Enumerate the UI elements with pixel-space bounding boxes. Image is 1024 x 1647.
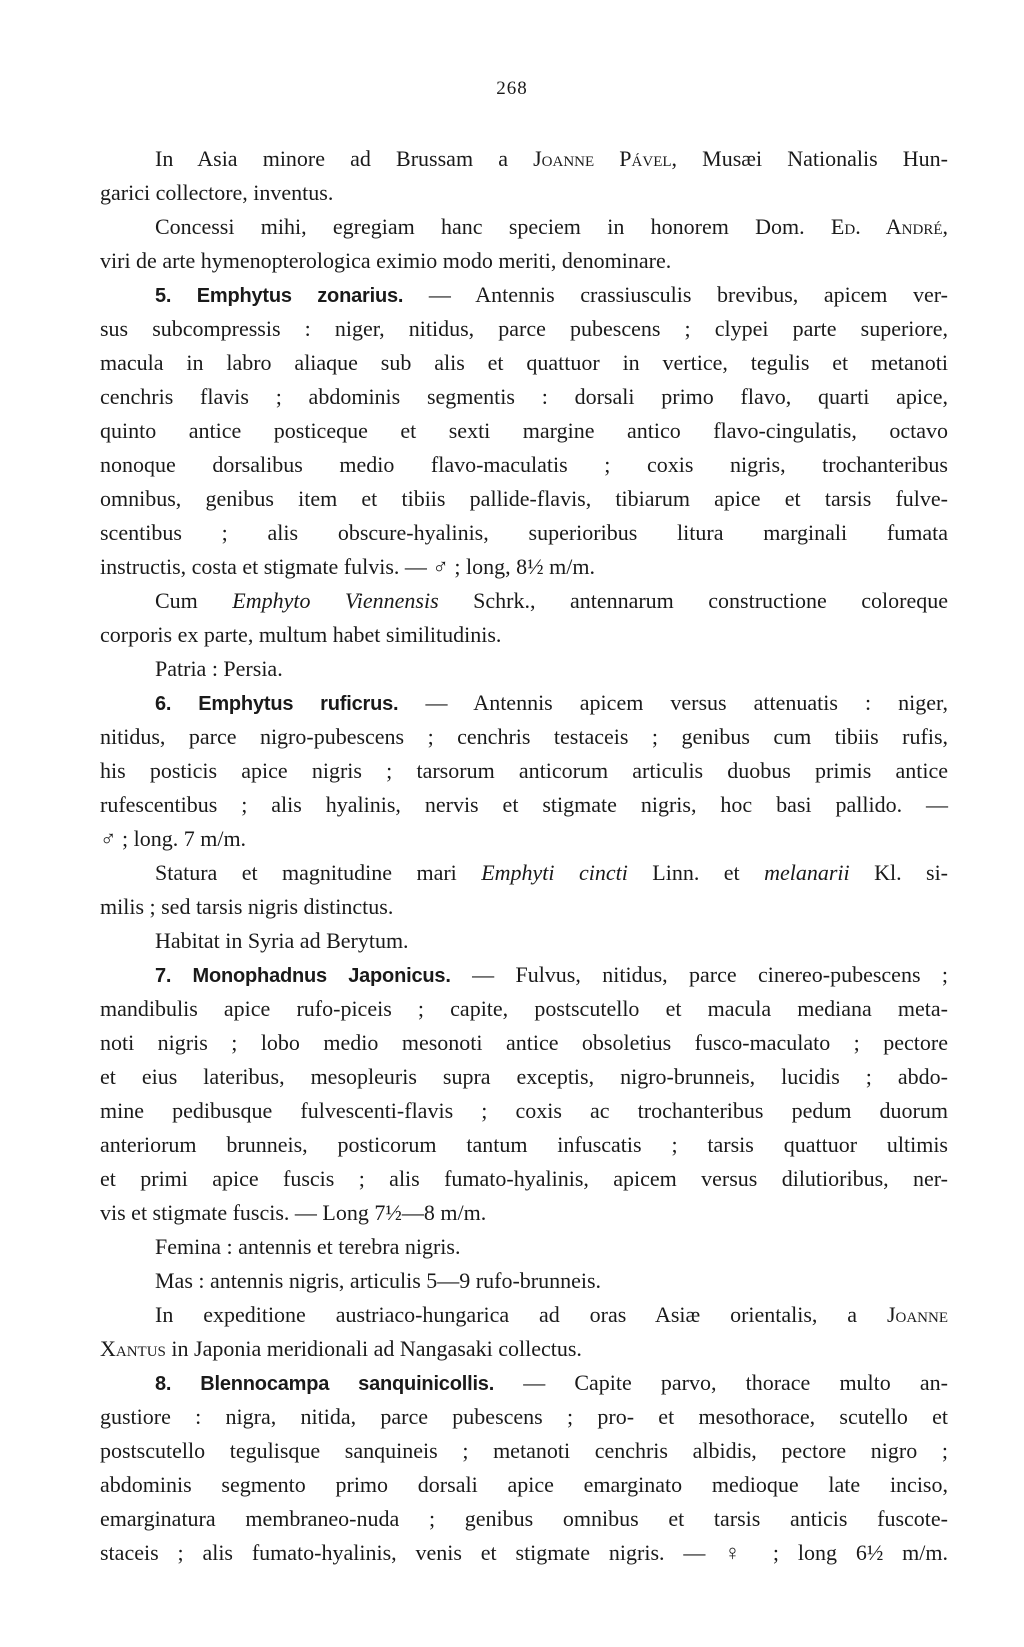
text-line — [100, 622, 501, 648]
text-span: nonoque dorsalibus medio flavo-maculatis ; coxis nigris, trochanteribus — [100, 452, 948, 477]
text-span: In Asia minore ad Brussam a — [155, 146, 534, 171]
text-line — [100, 826, 246, 852]
text-span: et eius lateribus, mesopleuris supra exceptis, nigro-brunneis, lucidis ; abdo- — [100, 1064, 948, 1089]
text-line — [155, 656, 283, 682]
species-heading: 7. Monophadnus Japonicus. — [155, 965, 451, 987]
text-span: ♂ ; long. 7 m/m. — [100, 826, 247, 851]
text-span: , — [942, 214, 948, 239]
text-line — [100, 520, 948, 546]
text-line — [100, 996, 948, 1022]
text-span: Kl. si- — [849, 860, 949, 885]
text-line — [100, 180, 333, 206]
text-span: in Japonia meridionali ad Nangasaki collectus. — [165, 1336, 582, 1361]
text-span: — Capite parvo, thorace multo an- — [494, 1370, 948, 1395]
text-line — [100, 1540, 948, 1566]
small-caps-name: Xantus — [100, 1336, 166, 1361]
text-line — [155, 1234, 460, 1260]
text-span: Femina : antennis et terebra nigris. — [155, 1234, 461, 1259]
text-line — [100, 1030, 948, 1056]
text-line — [100, 1200, 486, 1226]
text-span: postscutello tegulisque sanquineis ; metanoti cenchris albidis, pectore nigro ; — [100, 1438, 948, 1463]
text-span: omnibus, genibus item et tibiis pallide-flavis, tibiarum apice et tarsis fulve- — [100, 486, 948, 511]
text-span: garici collectore, inventus. — [100, 180, 334, 205]
text-line — [155, 1302, 948, 1328]
text-line — [155, 928, 409, 954]
text-line — [155, 146, 948, 172]
text-line — [100, 1438, 948, 1464]
text-line — [100, 1472, 948, 1498]
text-span: mine pedibusque fulvescenti-flavis ; coxis ac trochanteribus pedum duorum — [100, 1098, 948, 1123]
text-line — [155, 860, 948, 886]
text-span: mandibulis apice rufo-piceis ; capite, postscutello et macula mediana meta- — [100, 996, 948, 1021]
text-span: Habitat in Syria ad Berytum. — [155, 928, 409, 953]
text-span: anteriorum brunneis, posticorum tantum infuscatis ; tarsis quattuor ultimis — [100, 1132, 948, 1157]
text-line — [100, 724, 948, 750]
text-span: Mas : antennis nigris, articulis 5—9 rufo-brunneis. — [155, 1268, 602, 1293]
text-line — [100, 1336, 582, 1362]
italic-name: Emphyti cincti — [481, 860, 628, 885]
small-caps-name: Joanne Pável — [533, 146, 672, 171]
text-span: Cum — [155, 588, 233, 613]
text-line — [155, 962, 948, 989]
text-span: scentibus ; alis obscure-hyalinis, superioribus litura marginali fumata — [100, 520, 948, 545]
small-caps-name: Ed. André — [830, 214, 943, 239]
text-span: In expeditione austriaco-hungarica ad oras Asiæ orientalis, a — [155, 1302, 887, 1327]
text-span: Concessi mihi, egregiam hanc speciem in honorem Dom. — [155, 214, 831, 239]
small-caps-name: Joanne — [886, 1302, 948, 1327]
text-line — [155, 214, 948, 240]
text-span: Patria : Persia. — [155, 656, 283, 681]
text-span: staceis ; alis fumato-hyalinis, venis et stigmate nigris. — ♀ ; long 6½ m/m. — [100, 1540, 948, 1565]
text-line — [155, 690, 948, 717]
text-span: gustiore : nigra, nitida, parce pubescens ; pro- et mesothorace, scutello et — [100, 1404, 948, 1429]
text-span: vis et stigmate fuscis. — Long 7½—8 m/m. — [100, 1200, 487, 1225]
text-line — [100, 894, 393, 920]
text-line — [100, 316, 948, 342]
text-span: sus subcompressis : niger, nitidus, parce pubescens ; clypei parte superiore, — [100, 316, 948, 341]
text-line — [155, 1370, 948, 1397]
text-span: — Antennis apicem versus attenuatis : niger, — [398, 690, 948, 715]
text-span: Statura et magnitudine mari — [155, 860, 482, 885]
text-span: macula in labro aliaque sub alis et quattuor in vertice, tegulis et metanoti — [100, 350, 948, 375]
text-line — [100, 486, 948, 512]
text-line — [155, 588, 948, 614]
text-span: — Fulvus, nitidus, parce cinereo-pubescens ; — [450, 962, 948, 987]
text-line — [100, 1404, 948, 1430]
text-line — [100, 1064, 948, 1090]
text-span: emarginatura membraneo-nuda ; genibus omnibus et tarsis anticis fuscote- — [100, 1506, 948, 1531]
text-line — [100, 554, 595, 580]
text-span: Schrk., antennarum constructione coloreque — [438, 588, 949, 613]
italic-name: melanarii — [764, 860, 850, 885]
text-span: — Antennis crassiusculis brevibus, apicem ver- — [403, 282, 948, 307]
text-span: milis ; sed tarsis nigris distinctus. — [100, 894, 394, 919]
text-span: cenchris flavis ; abdominis segmentis : dorsali primo flavo, quarti apice, — [100, 384, 948, 409]
text-line — [100, 1506, 948, 1532]
species-heading: 8. Blennocampa sanquinicollis. — [155, 1373, 495, 1395]
text-span: Linn. et — [627, 860, 765, 885]
text-span: quinto antice posticeque et sexti margine antico flavo-cingulatis, octavo — [100, 418, 948, 443]
text-span: abdominis segmento primo dorsali apice emarginato medioque late inciso, — [100, 1472, 948, 1497]
text-line — [100, 418, 948, 444]
text-span: viri de arte hymenopterologica eximio modo meriti, denominare. — [100, 248, 672, 273]
text-line — [100, 350, 948, 376]
text-span: , Musæi Nationalis Hun- — [671, 146, 948, 171]
text-span: instructis, costa et stigmate fulvis. — ♂ ; long, 8½ m/m. — [100, 554, 595, 579]
text-line — [100, 248, 671, 274]
text-line — [155, 1268, 601, 1294]
text-span: rufescentibus ; alis hyalinis, nervis et stigmate nigris, hoc basi pallido. — — [100, 792, 948, 817]
text-line — [100, 1098, 948, 1124]
text-line — [100, 1166, 948, 1192]
text-span: corporis ex parte, multum habet similitudinis. — [100, 622, 502, 647]
species-heading: 5. Emphytus zonarius. — [155, 285, 404, 307]
text-line — [100, 758, 948, 784]
text-span: noti nigris ; lobo medio mesonoti antice obsoletius fusco-maculato ; pectore — [100, 1030, 948, 1055]
species-heading: 6. Emphytus ruficrus. — [155, 693, 399, 715]
page-number: 268 — [496, 78, 528, 99]
text-span: et primi apice fuscis ; alis fumato-hyalinis, apicem versus dilutioribus, ner- — [100, 1166, 948, 1191]
text-span: his posticis apice nigris ; tarsorum anticorum articulis duobus primis antice — [100, 758, 948, 783]
text-line — [155, 282, 948, 309]
text-line — [100, 792, 948, 818]
text-span: nitidus, parce nigro-pubescens ; cenchris testaceis ; genibus cum tibiis rufis, — [100, 724, 948, 749]
text-line — [100, 1132, 948, 1158]
italic-name: Emphyto Viennensis — [232, 588, 439, 613]
text-line — [100, 452, 948, 478]
text-line — [100, 384, 948, 410]
